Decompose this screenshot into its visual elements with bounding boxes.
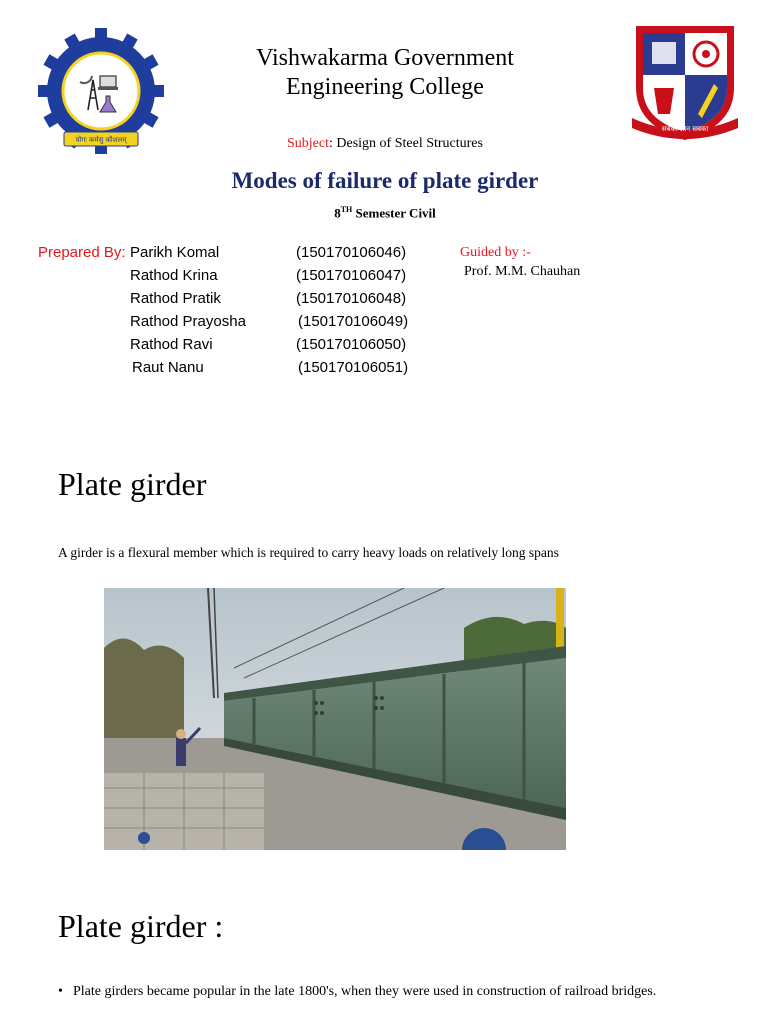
semester-text: Semester Civil: [352, 205, 436, 221]
student-id: (150170106051): [298, 359, 409, 376]
semester-number: 8: [334, 205, 341, 221]
student-name: Raut Nanu: [132, 359, 204, 376]
semester-line: [180, 205, 590, 221]
guide-name: Prof. M.M. Chauhan: [464, 264, 581, 279]
gtu-shield-logo: [630, 18, 740, 144]
student-name: Rathod Prayosha: [130, 313, 246, 330]
college-title-line2: Engineering College: [286, 74, 484, 100]
prepared-by-label: Prepared By:: [38, 244, 126, 261]
subject-separator: :: [329, 136, 337, 151]
guided-by-label: Guided by :-: [460, 245, 531, 260]
student-id: (150170106048): [296, 290, 407, 307]
student-id: (150170106047): [296, 267, 407, 284]
section-definition-text: A girder is a flexural member which is required to carry heavy loads on relatively long spans: [58, 545, 559, 560]
bullet-list: [58, 984, 718, 1000]
gtu-motto: सबका ज्ञान सबका: [661, 125, 709, 133]
student-id: (150170106050): [296, 336, 407, 353]
semester-suffix: TH: [340, 205, 353, 214]
subject-label: Subject: [287, 136, 329, 151]
college-title: [180, 44, 590, 102]
student-name: Rathod Ravi: [130, 336, 213, 353]
college-title-line1: Vishwakarma Government: [256, 45, 514, 71]
student-name: Parikh Komal: [130, 244, 220, 261]
subject-line: [180, 136, 590, 152]
logo-motto: योगः कर्मसु कौशलम्: [75, 136, 127, 144]
plate-girder-photo: [104, 588, 566, 850]
student-id: (150170106046): [296, 244, 407, 261]
student-name: Rathod Pratik: [130, 290, 221, 307]
student-id: (150170106049): [298, 313, 409, 330]
student-name: Rathod Krina: [130, 267, 218, 284]
list-item: • Plate girders became popular in the late 1800's, when they were used in construction of railroad bridges.: [58, 984, 718, 1000]
section-heading-plate-girder: Plate girder: [58, 466, 207, 502]
section-heading-plate-girder-details: Plate girder :: [58, 908, 224, 944]
slide-title: Modes of failure of plate girder: [231, 168, 539, 193]
college-logo: [38, 28, 164, 154]
subject-value: Design of Steel Structures: [336, 136, 483, 151]
